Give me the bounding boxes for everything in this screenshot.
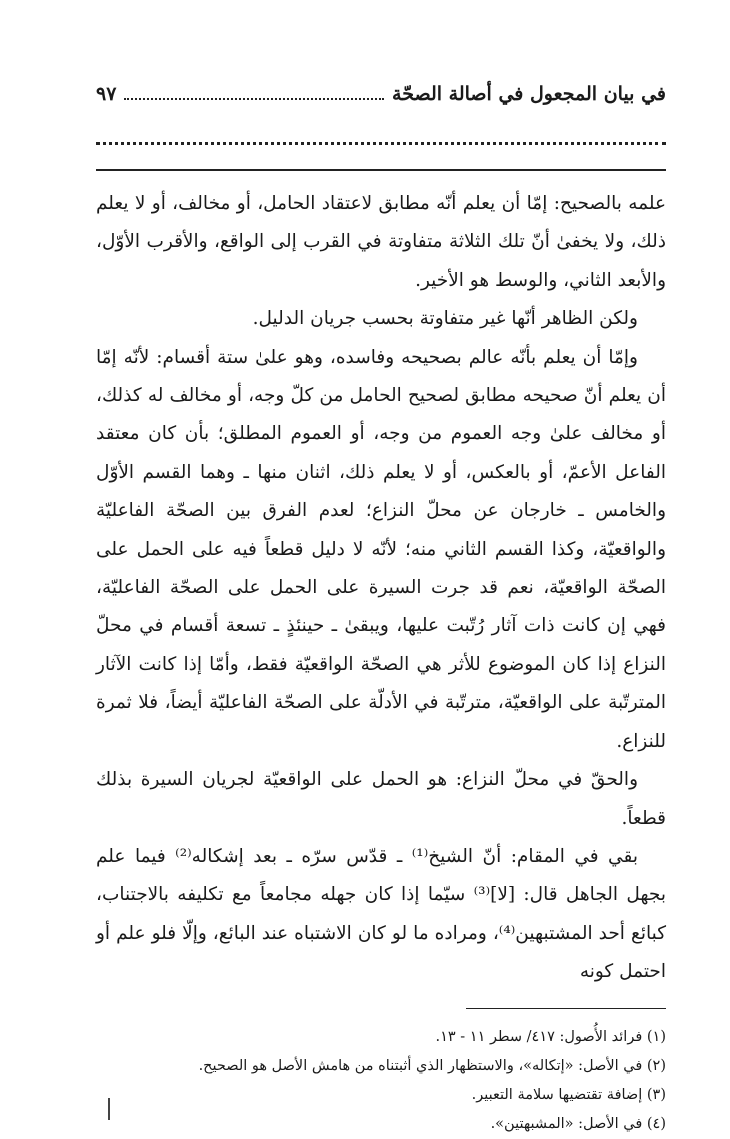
decorative-dot-row xyxy=(96,132,666,145)
dot-leaders xyxy=(124,78,384,100)
paragraph: بقي في المقام: أنّ الشيخ⁽¹⁾ ـ قدّس سرّه ـ بعد إشكاله⁽²⁾ فيما علم بجهل الجاهل قال: [لا]⁽³⁾ سيّما إذا كان جهله مجامعاً مع تكليفه بالاجتناب، كبائع أحد المشتبهين⁽⁴⁾، ومراده ما لو كان الاشتباه عند البائع، وإلّا فلو علم أو احتمل كونه xyxy=(96,845,666,983)
footnote-rule xyxy=(466,1008,666,1009)
book-page xyxy=(96,78,666,1139)
header-rule xyxy=(96,169,666,171)
footnote: (٤) في الأصل: «المشبهتين». xyxy=(490,1115,666,1132)
paragraph: والحقّ في محلّ النزاع: هو الحمل على الواقعيّة لجريان السيرة بذلك قطعاً. xyxy=(96,769,666,829)
page-number: ٩٧ xyxy=(96,83,117,105)
paragraph: وإمّا أن يعلم بأنّه عالم بصحيحه وفاسده، وهو علىٰ ستة أقسام: لأنّه إمّا أن يعلم أنّ صحيحه مطابق لصحيح الحامل من كلّ وجه، أو مخالف له كذلك، أو مخالف علىٰ وجه العموم من وجه، أو العموم المطلق؛ بأن كان معتقد الفاعل الأعمّ، أو بالعكس، أو لا يعلم ذلك، اثنان منها ـ وهما القسم الأوّل والخامس ـ خارجان عن محلّ النزاع؛ لعدم الفرق بين الصحّة الفاعليّة والواقعيّة، وكذا القسم الثاني منه؛ لأنّه لا دليل قطعاً فيه على الحمل على الصحّة الواقعيّة، نعم قد جرت السيرة على الحمل على الصحّة الفاعليّة، فهي إن كانت ذات آثار رُتّبت عليها، ويبقىٰ ـ حينئذٍ ـ تسعة أقسام في محلّ النزاع إذا كان الموضوع للأثر هي الصحّة الواقعيّة فقط، وأمّا إذا كانت الآثار المترتّبة على الواقعيّة، مترتّبة في الأدلّة على الصحّة الفاعليّة أيضاً، فلا ثمرة للنزاع. xyxy=(96,346,666,752)
paragraph: علمه بالصحيح: إمّا أن يعلم أنّه مطابق لاعتقاد الحامل، أو مخالف، أو لا يعلم ذلك، ولا يخفىٰ أنّ تلك الثلاثة متفاوتة في القرب إلى الواقع، والأقرب الأوّل، والأبعد الثاني، والوسط هو الأخير. xyxy=(96,193,666,291)
footnote: (١) فرائد الأُصول: ٤١٧/ سطر ١١ - ١٣. xyxy=(435,1028,666,1045)
running-title: في بيان المجعول في أصالة الصحّة xyxy=(392,83,666,105)
footnote: (٢) في الأصل: «إتكاله»، والاستظهار الذي أثبتناه من هامش الأصل هو الصحيح. xyxy=(198,1057,666,1074)
footnote: (٣) إضافة تقتضيها سلامة التعبير. xyxy=(471,1086,666,1103)
footnotes xyxy=(96,1023,666,1139)
main-text xyxy=(96,185,666,992)
paragraph: ولكن الظاهر أنّها غير متفاوتة بحسب جريان الدليل. xyxy=(252,308,638,330)
running-head xyxy=(96,78,666,110)
scan-edge-mark xyxy=(108,1098,110,1120)
